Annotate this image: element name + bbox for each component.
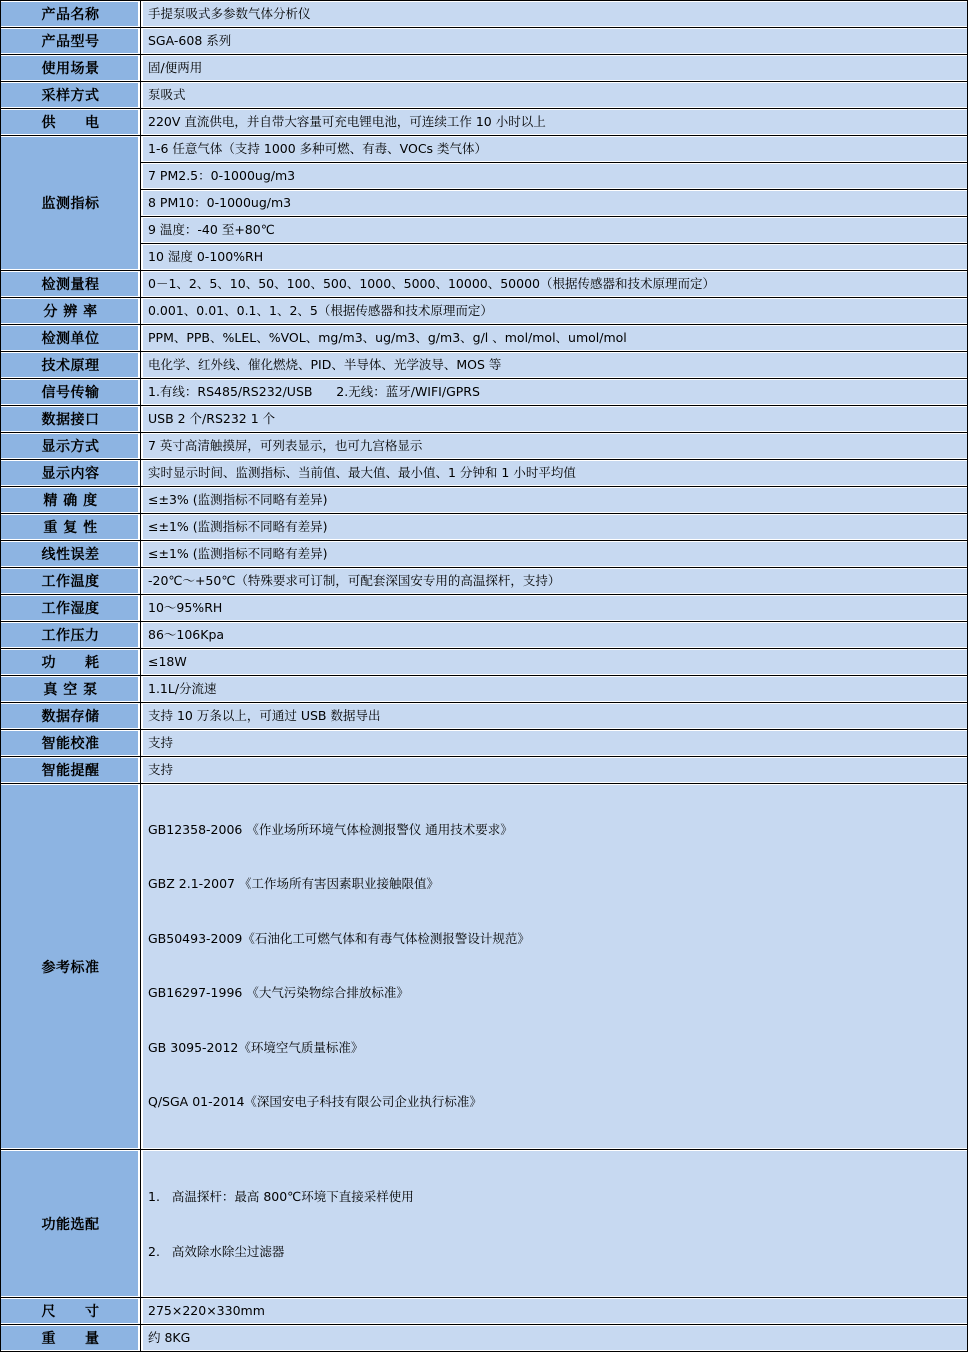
row-value-data-storage: 支持 10 万条以上，可通过 USB 数据导出 [141, 703, 968, 730]
row-value-data-port: USB 2 个/RS232 1 个 [141, 406, 968, 433]
reference-standard-line: Q/SGA 01-2014《深国安电子科技有限公司企业执行标准》 [148, 1094, 482, 1110]
reference-standard-line: GB12358-2006 《作业场所环境气体检测报警仪 通用技术要求》 [148, 821, 513, 837]
row-label-data-port: 数据接口 [1, 406, 141, 433]
table-row [1, 109, 968, 136]
row-label-display-mode: 显示方式 [1, 433, 141, 460]
table-row [1, 730, 968, 757]
row-value-display-content: 实时显示时间、监测指标、当前值、最大值、最小值、1 分钟和 1 小时平均值 [141, 460, 968, 487]
row-value-usage-scene: 固/便两用 [141, 55, 968, 82]
row-value-work-humidity: 10～95%RH [141, 595, 968, 622]
table-row [1, 1298, 968, 1325]
table-row [1, 136, 968, 163]
table-row [1, 271, 968, 298]
table-row [1, 82, 968, 109]
row-value-display-mode: 7 英寸高清触摸屏，可列表显示，也可九宫格显示 [141, 433, 968, 460]
row-value-monitor-indicator-4: 9 温度：-40 至+80℃ [141, 217, 968, 244]
row-label-smart-calibration: 智能校准 [1, 730, 141, 757]
row-label-power: 供 电 [1, 109, 141, 136]
row-value-work-pressure: 86～106Kpa [141, 622, 968, 649]
table-row [1, 595, 968, 622]
table-row [1, 460, 968, 487]
row-value-resolution: 0.001、0.01、0.1、1、2、5（根据传感器和技术原理而定） [141, 298, 968, 325]
row-label-sampling: 采样方式 [1, 82, 141, 109]
row-value-power: 220V 直流供电，并自带大容量可充电锂电池，可连续工作 10 小时以上 [141, 109, 968, 136]
row-value-principle: 电化学、红外线、催化燃烧、PID、半导体、光学波导、MOS 等 [141, 352, 968, 379]
row-label-work-pressure: 工作压力 [1, 622, 141, 649]
table-row [1, 784, 968, 1150]
table-row [1, 568, 968, 595]
row-value-power-consumption: ≤18W [141, 649, 968, 676]
row-value-product-name: 手提泵吸式多参数气体分析仪 [141, 1, 968, 28]
row-value-monitor-indicator-3: 8 PM10：0-1000ug/m3 [141, 190, 968, 217]
optional-feature-line: 2. 高效除水除尘过滤器 [148, 1243, 285, 1259]
table-row [1, 163, 968, 190]
row-label-resolution: 分 辨 率 [1, 298, 141, 325]
row-label-model: 产品型号 [1, 28, 141, 55]
row-label-signal: 信号传输 [1, 379, 141, 406]
row-label-product-name: 产品名称 [1, 1, 141, 28]
table-row [1, 541, 968, 568]
row-label-weight: 重 量 [1, 1325, 141, 1352]
row-label-display-content: 显示内容 [1, 460, 141, 487]
row-value-range: 0－1、2、5、10、50、100、500、1000、5000、10000、50000（根据传感器和技术原理而定） [141, 271, 968, 298]
table-row [1, 1, 968, 28]
table-row [1, 190, 968, 217]
row-label-range: 检测量程 [1, 271, 141, 298]
row-label-principle: 技术原理 [1, 352, 141, 379]
row-label-dimensions: 尺 寸 [1, 1298, 141, 1325]
table-row [1, 703, 968, 730]
row-value-model: SGA-608 系列 [141, 28, 968, 55]
row-value-sampling: 泵吸式 [141, 82, 968, 109]
row-label-repeatability: 重 复 性 [1, 514, 141, 541]
row-value-reference-standards [141, 784, 968, 1150]
row-value-weight: 约 8KG [141, 1325, 968, 1352]
row-value-vacuum-pump: 1.1L/分流速 [141, 676, 968, 703]
row-label-power-consumption: 功 耗 [1, 649, 141, 676]
row-value-smart-reminder: 支持 [141, 757, 968, 784]
row-label-work-humidity: 工作湿度 [1, 595, 141, 622]
row-value-repeatability: ≤±1% (监测指标不同略有差异) [141, 514, 968, 541]
table-row [1, 676, 968, 703]
reference-standard-line: GB50493-2009《石油化工可燃气体和有毒气体检测报警设计规范》 [148, 930, 530, 946]
row-label-monitor-indicators: 监测指标 [1, 136, 141, 271]
reference-standard-line: GB 3095-2012《环境空气质量标准》 [148, 1039, 364, 1055]
table-row [1, 406, 968, 433]
row-value-optional-features [141, 1150, 968, 1298]
table-row [1, 28, 968, 55]
row-label-accuracy: 精 确 度 [1, 487, 141, 514]
row-label-data-storage: 数据存储 [1, 703, 141, 730]
table-row [1, 379, 968, 406]
optional-feature-line: 1. 高温探杆：最高 800℃环境下直接采样使用 [148, 1188, 414, 1204]
row-label-units: 检测单位 [1, 325, 141, 352]
table-row [1, 649, 968, 676]
table-row [1, 622, 968, 649]
table-row [1, 55, 968, 82]
table-row [1, 217, 968, 244]
row-label-work-temp: 工作温度 [1, 568, 141, 595]
row-value-monitor-indicator-5: 10 湿度 0-100%RH [141, 244, 968, 271]
table-row [1, 325, 968, 352]
row-label-reference-standards: 参考标准 [1, 784, 141, 1150]
row-label-vacuum-pump: 真 空 泵 [1, 676, 141, 703]
table-row [1, 298, 968, 325]
row-value-work-temp: -20℃～+50℃（特殊要求可订制，可配套深国安专用的高温探杆，支持） [141, 568, 968, 595]
table-row [1, 487, 968, 514]
row-value-units: PPM、PPB、%LEL、%VOL、mg/m3、ug/m3、g/m3、g/l 、mol/mol、umol/mol [141, 325, 968, 352]
table-row [1, 1325, 968, 1352]
row-value-smart-calibration: 支持 [141, 730, 968, 757]
row-value-monitor-indicator-2: 7 PM2.5：0-1000ug/m3 [141, 163, 968, 190]
row-value-signal: 1.有线：RS485/RS232/USB 2.无线：蓝牙/WIFI/GPRS [141, 379, 968, 406]
table-row [1, 352, 968, 379]
table-row [1, 514, 968, 541]
table-row [1, 757, 968, 784]
table-row [1, 433, 968, 460]
row-value-accuracy: ≤±3% (监测指标不同略有差异) [141, 487, 968, 514]
row-value-monitor-indicator-1: 1-6 任意气体（支持 1000 多种可燃、有毒、VOCs 类气体） [141, 136, 968, 163]
reference-standard-line: GBZ 2.1-2007 《工作场所有害因素职业接触限值》 [148, 876, 439, 892]
row-value-dimensions: 275×220×330mm [141, 1298, 968, 1325]
row-label-usage-scene: 使用场景 [1, 55, 141, 82]
row-label-linearity: 线性误差 [1, 541, 141, 568]
row-label-optional-features: 功能选配 [1, 1150, 141, 1298]
row-value-linearity: ≤±1% (监测指标不同略有差异) [141, 541, 968, 568]
table-row [1, 244, 968, 271]
table-row [1, 1150, 968, 1298]
reference-standard-line: GB16297-1996 《大气污染物综合排放标准》 [148, 985, 409, 1001]
row-label-smart-reminder: 智能提醒 [1, 757, 141, 784]
